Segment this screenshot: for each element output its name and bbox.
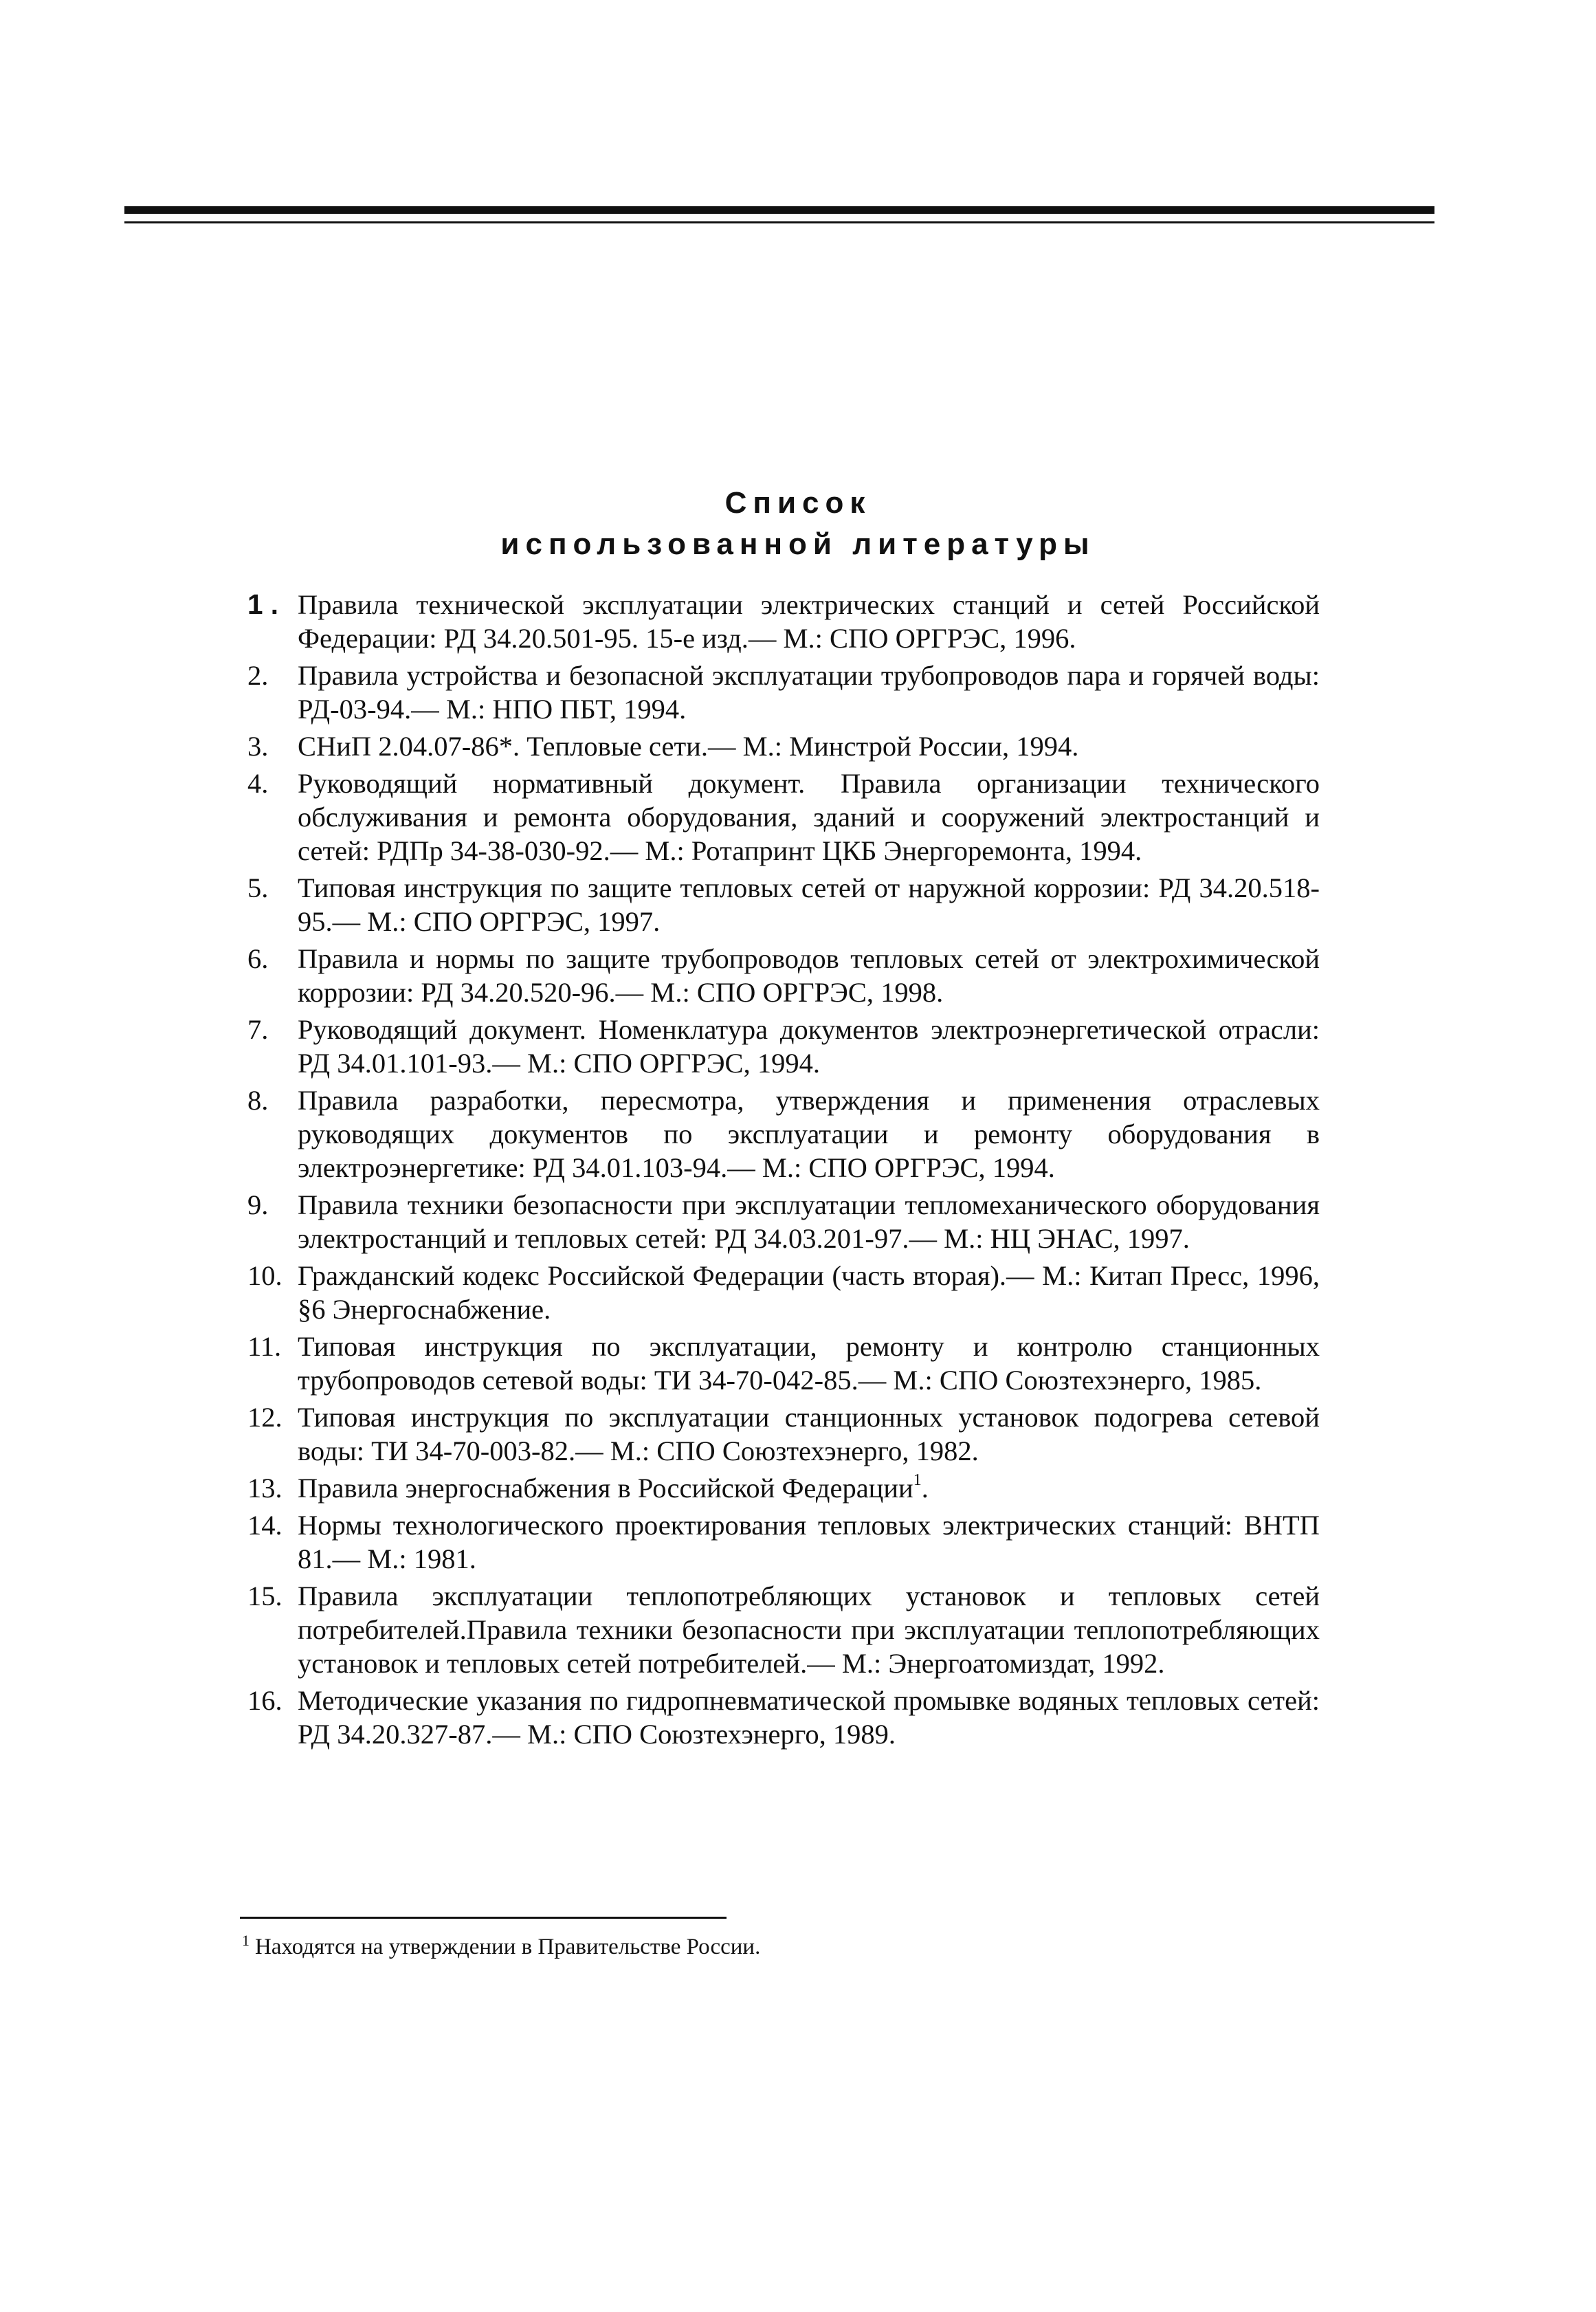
reference-number: 12. bbox=[247, 1402, 282, 1433]
reference-number: 2. bbox=[247, 660, 269, 691]
reference-list bbox=[247, 588, 1320, 1754]
reference-item bbox=[247, 729, 1320, 763]
reference-item bbox=[247, 1400, 1320, 1468]
reference-item bbox=[247, 1013, 1320, 1080]
reference-text: Руководящий нормативный документ. Правила организации технического обслуживания и ремонта оборудования, зданий и сооружений электростанций и сетей: РДПр 34-38-030-92.— М.: Ротапринт ЦКБ Энергоремонта, 1994. bbox=[298, 768, 1320, 866]
reference-item bbox=[247, 942, 1320, 1009]
reference-number: 1 . bbox=[247, 588, 279, 620]
reference-item bbox=[247, 1471, 1320, 1505]
footnote-text: Находятся на утверждении в Правительстве России. bbox=[255, 1935, 761, 1959]
reference-text-tail: . bbox=[921, 1473, 929, 1504]
reference-item bbox=[247, 659, 1320, 726]
reference-number: 13. bbox=[247, 1473, 282, 1504]
reference-text: Типовая инструкция по эксплуатации станционных установок подогрева сетевой воды: ТИ 34-70-003-82.— М.: СПО Союзтехэнерго, 1982. bbox=[298, 1402, 1320, 1466]
reference-item bbox=[247, 1684, 1320, 1751]
page-title-line-2: использованной литературы bbox=[500, 527, 1096, 561]
footnote bbox=[242, 1933, 1204, 1961]
reference-text: Правила энергоснабжения в Российской Федерации bbox=[298, 1473, 913, 1504]
reference-number: 7. bbox=[247, 1014, 269, 1045]
reference-item bbox=[247, 1508, 1320, 1576]
reference-text: Типовая инструкция по защите тепловых сетей от наружной коррозии: РД 34.20.518-95.— М.: СПО ОРГРЭС, 1997. bbox=[298, 872, 1320, 937]
reference-number: 5. bbox=[247, 872, 269, 903]
reference-number: 4. bbox=[247, 768, 269, 799]
reference-text: Методические указания по гидропневматической промывке водяных тепловых сетей: РД 34.20.327-87.— М.: СПО Союзтехэнерго, 1989. bbox=[298, 1685, 1320, 1750]
reference-number: 8. bbox=[247, 1085, 269, 1116]
reference-item bbox=[247, 1083, 1320, 1185]
footnote-reference: 1 bbox=[913, 1471, 922, 1489]
reference-number: 16. bbox=[247, 1685, 282, 1716]
reference-item bbox=[247, 1579, 1320, 1680]
reference-text: Руководящий документ. Номенклатура документов электроэнергетической отрасли: РД 34.01.101-93.— М.: СПО ОРГРЭС, 1994. bbox=[298, 1014, 1320, 1079]
footnote-mark: 1 bbox=[242, 1932, 250, 1949]
reference-number: 10. bbox=[247, 1260, 282, 1291]
reference-text: Гражданский кодекс Российской Федерации (часть вторая).— М.: Китап Пресс, 1996, §6 Энергоснабжение. bbox=[298, 1260, 1320, 1325]
reference-text: Правила техники безопасности при эксплуатации тепломеханического оборудования электростанций и тепловых сетей: РД 34.03.201-97.— М.: НЦ ЭНАС, 1997. bbox=[298, 1189, 1320, 1254]
page-title-line-1: Список bbox=[724, 486, 872, 520]
reference-text: Правила устройства и безопасной эксплуатации трубопроводов пара и горячей воды: РД-03-94.— М.: НПО ПБТ, 1994. bbox=[298, 660, 1320, 725]
reference-text: Правила технической эксплуатации электрических станций и сетей Российской Федерации: РД 34.20.501-95. 15-е изд.— М.: СПО ОРГРЭС, 1996. bbox=[298, 589, 1320, 654]
reference-text: Нормы технологического проектирования тепловых электрических станций: ВНТП 81.— М.: 1981. bbox=[298, 1510, 1320, 1574]
reference-item bbox=[247, 871, 1320, 938]
header-rule-thin bbox=[124, 221, 1434, 223]
reference-number: 11. bbox=[247, 1331, 282, 1362]
reference-text: СНиП 2.04.07-86*. Тепловые сети.— М.: Минстрой России, 1994. bbox=[298, 731, 1079, 762]
reference-text: Правила разработки, пересмотра, утверждения и применения отраслевых руководящих документов по эксплуатации и ремонту оборудования в электроэнергетике: РД 34.01.103-94.— М.: СПО ОРГРЭС, 1994. bbox=[298, 1085, 1320, 1183]
reference-text: Типовая инструкция по эксплуатации, ремонту и контролю станционных трубопроводов сетевой воды: ТИ 34-70-042-85.— М.: СПО Союзтехэнерго, 1985. bbox=[298, 1331, 1320, 1396]
reference-text: Правила эксплуатации теплопотребляющих установок и тепловых сетей потребителей.Правила техники безопасности при эксплуатации теплопотребляющих установок и тепловых сетей потребителей.— М.: Энергоатомиздат, 1992. bbox=[298, 1581, 1320, 1679]
header-rule-thick bbox=[124, 206, 1434, 214]
reference-item bbox=[247, 1330, 1320, 1397]
reference-number: 6. bbox=[247, 943, 269, 974]
reference-number: 3. bbox=[247, 731, 269, 762]
reference-number: 9. bbox=[247, 1189, 269, 1220]
reference-item bbox=[247, 1188, 1320, 1255]
reference-number: 14. bbox=[247, 1510, 282, 1541]
reference-item bbox=[247, 767, 1320, 868]
reference-number: 15. bbox=[247, 1581, 282, 1611]
reference-item bbox=[247, 588, 1320, 655]
reference-item bbox=[247, 1259, 1320, 1326]
reference-text: Правила и нормы по защите трубопроводов тепловых сетей от электрохимической коррозии: РД 34.20.520-96.— М.: СПО ОРГРЭС, 1998. bbox=[298, 943, 1320, 1008]
footnote-divider bbox=[240, 1917, 727, 1919]
